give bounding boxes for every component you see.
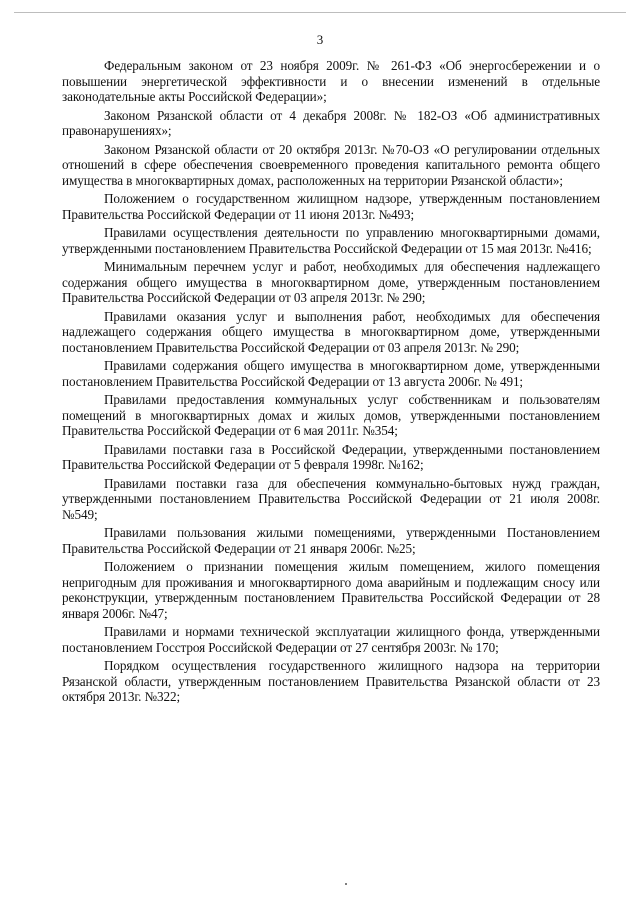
paragraph-residential-use-rules-25: Правилами пользования жилыми помещениями, утвержденными Постановлением Правительства Российской Федерации от 21 января 2006г. №25; <box>62 525 600 556</box>
legal-basis-list <box>62 58 600 708</box>
paragraph-management-rules-416: Правилами осуществления деятельности по управлению многоквартирными домами, утвержденными постановлением Правительства Российской Федерации от 15 мая 2013г. №416; <box>62 225 600 256</box>
paragraph-gas-supply-rules-162: Правилами поставки газа в Российской Федерации, утвержденными постановлением Правительства Российской Федерации от 5 февраля 1998г. №162; <box>62 441 600 472</box>
paragraph-minimum-services-list-290: Минимальным перечнем услуг и работ, необходимых для обеспечения надлежащего содержания общего имущества в многоквартирном доме, утвержденным постановлением Правительства Российской Федерации от 03 апреля 2013г. № 290; <box>62 259 600 305</box>
paragraph-ryazan-law-182: Законом Рязанской области от 4 декабря 2008г. № 182-ОЗ «Об административных правонарушениях»; <box>62 107 600 138</box>
paragraph-services-rules-290: Правилами оказания услуг и выполнения работ, необходимых для обеспечения надлежащего содержания общего имущества в многоквартирном доме, утвержденными постановлением Правительства Российской Федерации от 03 апреля 2013г. № 290; <box>62 308 600 355</box>
paragraph-technical-operation-rules-170: Правилами и нормами технической эксплуатации жилищного фонда, утвержденными постановлением Госстроя Российской Федерации от 27 сентября 2003г. № 170; <box>62 624 600 655</box>
paragraph-unfit-housing-regulation-47: Положением о признании помещения жилым помещением, жилого помещения непригодным для проживания и многоквартирного дома аварийным и подлежащим сносу или реконструкции, утвержденным постановлением Правительства Российской Федерации от 28 января 2006г. №47; <box>62 559 600 621</box>
paragraph-ryazan-law-70: Законом Рязанской области от 20 октября 2013г. №70-ОЗ «О регулировании отдельных отношений в сфере обеспечения своевременного проведения капитального ремонта общего имущества в многоквартирных домах, расположенных на территории Рязанской области»; <box>62 141 600 188</box>
paragraph-housing-supervision-regulation: Положением о государственном жилищном надзоре, утвержденным постановлением Правительства Российской Федерации от 11 июня 2013г. №493; <box>62 191 600 222</box>
paragraph-household-gas-rules-549: Правилами поставки газа для обеспечения коммунально-бытовых нужд граждан, утвержденными постановлением Правительства Российской Федерации от 21 июля 2008г. №549; <box>62 475 600 522</box>
scan-speck <box>345 883 347 885</box>
paragraph-federal-law-261: Федеральным законом от 23 ноября 2009г. № 261-ФЗ «Об энергосбережении и о повышении энергетической эффективности и о внесении изменений в отдельные законодательные акты Российской Федерации»; <box>62 58 600 104</box>
paragraph-utilities-rules-354: Правилами предоставления коммунальных услуг собственникам и пользователям помещений в многоквартирных домах и жилых домов, утвержденными постановлением Правительства Российской Федерации от 6 мая 2011г. №354; <box>62 392 600 438</box>
paragraph-supervision-procedure-322: Порядком осуществления государственного жилищного надзора на территории Рязанской области, утвержденным постановлением Правительства Рязанской области от 23 октября 2013г. №322; <box>62 658 600 704</box>
page-number: 3 <box>316 32 324 47</box>
scan-top-edge <box>14 12 626 13</box>
paragraph-maintenance-rules-491: Правилами содержания общего имущества в многоквартирном доме, утвержденными постановлением Правительства Российской Федерации от 13 августа 2006г. № 491; <box>62 358 600 389</box>
